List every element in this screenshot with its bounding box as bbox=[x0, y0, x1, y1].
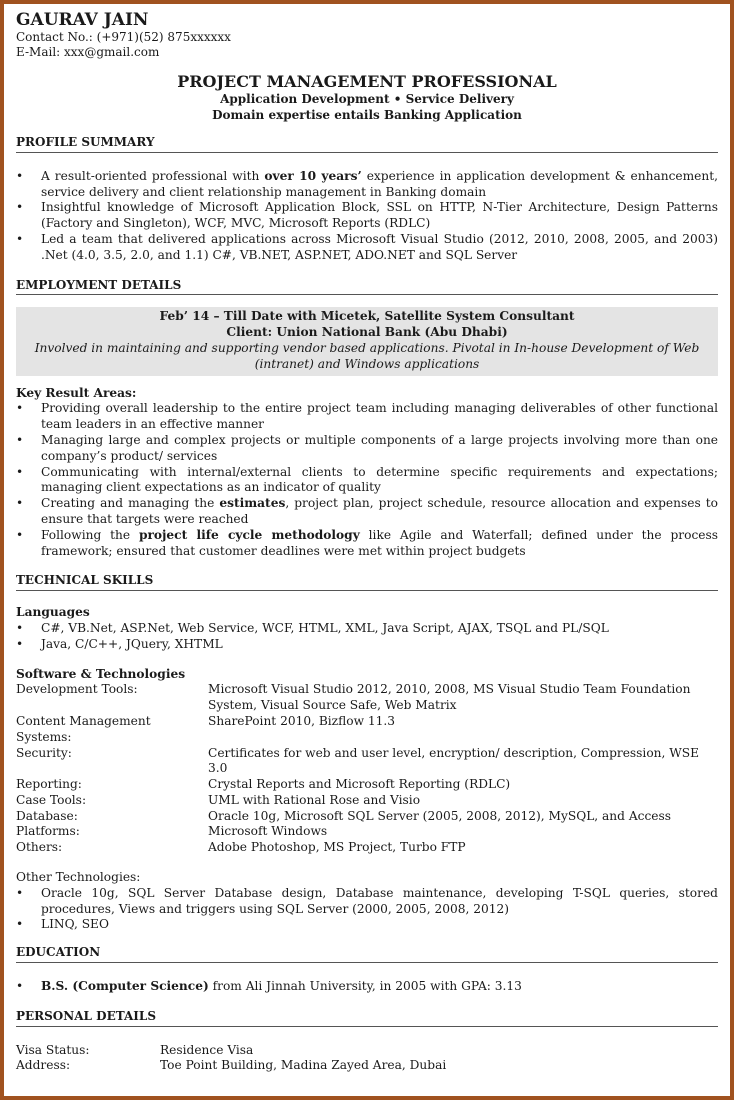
skill-label: Security: bbox=[16, 745, 72, 760]
software-technologies-heading: Software & Technologies bbox=[16, 666, 186, 681]
subtitle-specialization: Application Development • Service Delivery bbox=[220, 92, 514, 106]
skill-label: Platforms: bbox=[16, 824, 80, 839]
job-period-employer: Feb’ 14 – Till Date with Micetek, Satellite System Consultant bbox=[159, 309, 575, 324]
other-technologies-heading: Other Technologies: bbox=[16, 870, 141, 885]
other-technologies-list bbox=[16, 886, 718, 933]
address-value: Toe Point Building, Madina Zayed Area, Dubai bbox=[160, 1058, 447, 1073]
skill-label: Database: bbox=[16, 808, 78, 823]
list-item: • LINQ, SEO bbox=[16, 917, 718, 933]
table-row bbox=[16, 824, 718, 840]
email-address: E-Mail: xxx@gmail.com bbox=[16, 45, 160, 59]
list-item: • Led a team that delivered applications across Microsoft Visual Studio (2012, 2010, 2008, 2005, and 2003) .Net (4.0, 3.5, 2.0, and 1.1) C#, VB.NET, ASP.NET, ADO.NET and SQL Server bbox=[16, 232, 718, 264]
skill-value: Microsoft Windows bbox=[208, 824, 328, 839]
skill-label: Reporting: bbox=[16, 777, 82, 792]
skill-value: Adobe Photoshop, MS Project, Turbo FTP bbox=[208, 840, 466, 855]
address-label: Address: bbox=[16, 1058, 71, 1073]
skill-label: Development Tools: bbox=[16, 682, 138, 697]
skill-value: Oracle 10g, Microsoft SQL Server (2005, 2008, 2012), MySQL, and Access bbox=[208, 808, 672, 823]
table-row bbox=[16, 777, 718, 793]
contact-number: Contact No.: (+971)(52) 875xxxxxx bbox=[16, 30, 231, 44]
subtitle-domain: Domain expertise entails Banking Application bbox=[212, 107, 522, 122]
skill-value: Certificates for web and user level, encryption/ description, Compression, WSE 3.0 bbox=[208, 745, 700, 776]
professional-title: PROJECT MANAGEMENT PROFESSIONAL bbox=[177, 72, 557, 91]
employment-details-heading: EMPLOYMENT DETAILS bbox=[16, 278, 718, 296]
list-item: • Oracle 10g, SQL Server Database design, Database maintenance, developing T-SQL queries, stored procedures, Views and triggers using SQL Server (2000, 2005, 2008, 2012) bbox=[16, 886, 718, 918]
list-item: • Providing overall leadership to the entire project team including managing deliverables of other functional team leaders in an effective manner bbox=[16, 401, 718, 433]
job-summary-box bbox=[16, 307, 718, 375]
list-item: • Creating and managing the estimates, project plan, project schedule, resource allocation and expenses to ensure that targets were reached bbox=[16, 496, 718, 528]
table-row bbox=[16, 714, 718, 746]
visa-status-value: Residence Visa bbox=[160, 1042, 254, 1057]
visa-status-label: Visa Status: bbox=[16, 1042, 90, 1057]
list-item: • Communicating with internal/external clients to determine specific requirements and expectations; managing client expectations as an indicator of quality bbox=[16, 465, 718, 497]
job-client: Client: Union National Bank (Abu Dhabi) bbox=[226, 325, 508, 340]
table-row bbox=[16, 746, 718, 778]
skill-label: Case Tools: bbox=[16, 792, 87, 807]
technical-skills-heading: TECHNICAL SKILLS bbox=[16, 573, 718, 591]
education-heading: EDUCATION bbox=[16, 945, 718, 963]
table-row bbox=[16, 793, 718, 809]
skill-value: Crystal Reports and Microsoft Reporting (RDLC) bbox=[208, 777, 511, 792]
key-result-areas-list bbox=[16, 401, 718, 559]
table-row bbox=[16, 809, 718, 825]
profile-summary-list bbox=[16, 169, 718, 264]
table-row bbox=[16, 682, 718, 714]
list-item: • Java, C/C++, JQuery, XHTML bbox=[16, 637, 718, 653]
personal-details-table bbox=[16, 1043, 718, 1075]
list-item: • Insightful knowledge of Microsoft Application Block, SSL on HTTP, N-Tier Architecture, Design Patterns (Factory and Singleton), WCF, MVC, Microsoft Reports (RDLC) bbox=[16, 200, 718, 232]
skill-value: UML with Rational Rose and Visio bbox=[208, 792, 421, 807]
personal-details-heading: PERSONAL DETAILS bbox=[16, 1009, 718, 1027]
candidate-name: GAURAV JAIN bbox=[16, 10, 149, 30]
table-row bbox=[16, 1043, 718, 1059]
skill-label: Others: bbox=[16, 840, 63, 855]
resume-document bbox=[16, 10, 718, 1074]
list-item: • Following the project life cycle methodology like Agile and Waterfall; defined under the process framework; ensured that customer deadlines were met within project budgets bbox=[16, 528, 718, 560]
table-row bbox=[16, 840, 718, 856]
table-row bbox=[16, 1058, 718, 1074]
list-item: • A result-oriented professional with over 10 years’ experience in application development & enhancement, service delivery and client relationship management in Banking domain bbox=[16, 169, 718, 201]
languages-list bbox=[16, 621, 718, 653]
key-result-areas-heading: Key Result Areas: bbox=[16, 385, 137, 400]
list-item: • Managing large and complex projects or multiple components of a large projects involving more than one company’s product/ services bbox=[16, 433, 718, 465]
languages-heading: Languages bbox=[16, 605, 90, 620]
skill-value: SharePoint 2010, Bizflow 11.3 bbox=[208, 713, 396, 728]
skill-label: Content Management Systems: bbox=[16, 713, 151, 744]
software-technologies-table bbox=[16, 682, 718, 856]
profile-summary-heading: PROFILE SUMMARY bbox=[16, 135, 718, 153]
job-description: Involved in maintaining and supporting vendor based applications. Pivotal in In-house Development of Web (intranet) and Windows applications bbox=[34, 340, 700, 371]
list-item: • C#, VB.Net, ASP.Net, Web Service, WCF, HTML, XML, Java Script, AJAX, TSQL and PL/SQL bbox=[16, 621, 718, 637]
list-item: • B.S. (Computer Science) from Ali Jinnah University, in 2005 with GPA: 3.13 bbox=[16, 979, 718, 995]
skill-value: Microsoft Visual Studio 2012, 2010, 2008, MS Visual Studio Team Foundation System, Visual Source Safe, Web Matrix bbox=[208, 682, 691, 713]
education-list bbox=[16, 979, 718, 995]
